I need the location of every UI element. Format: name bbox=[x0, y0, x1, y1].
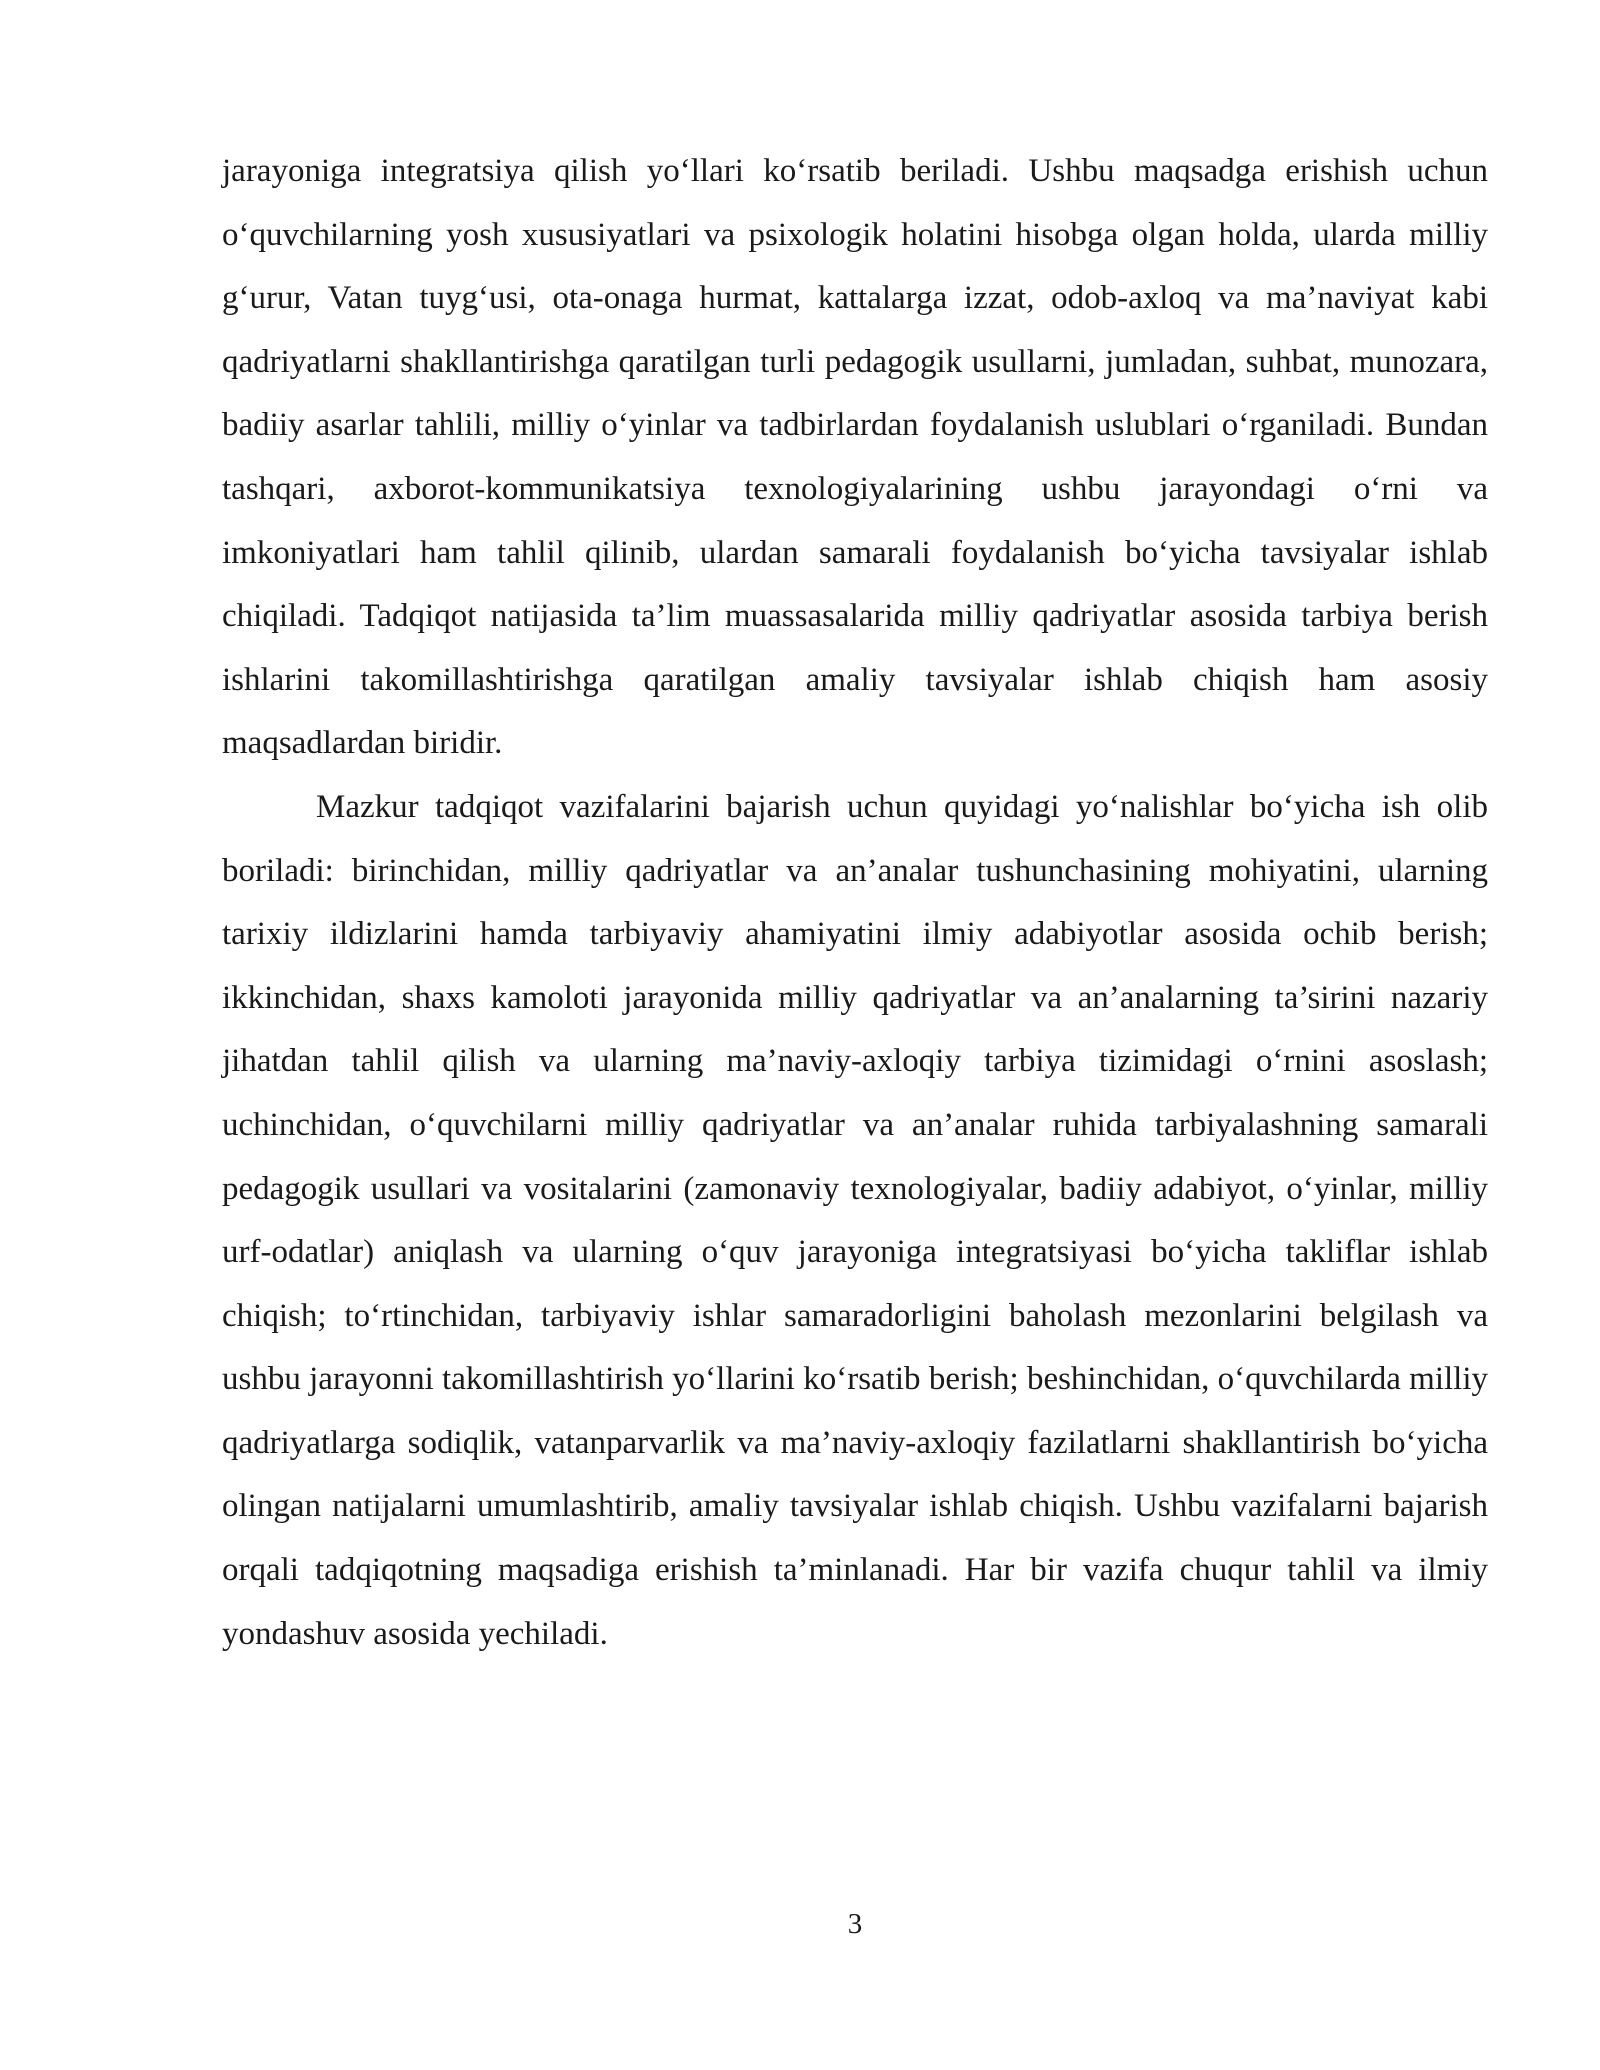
page-number: 3 bbox=[847, 1908, 863, 1940]
document-body bbox=[222, 140, 1488, 1666]
paragraph-continuation: jarayoniga integratsiya qilish yo‘llari ko‘rsatib beriladi. Ushbu maqsadga erishish uchun o‘quvchilarning yosh xususiyatlari va psixologik holatini hisobga olgan holda, ularda milliy g‘urur, Vatan tuyg‘usi, ota-onaga hurmat, kattalarga izzat, odob-axloq va ma’naviyat kabi qadriyatlarni shakllantirishga qaratilgan turli pedagogik usullarni, jumladan, suhbat, munozara, badiiy asarlar tahlili, milliy o‘yinlar va tadbirlardan foydalanish uslublari o‘rganiladi. Bundan tashqari, axborot-kommunikatsiya texnologiyalarining ushbu jarayondagi o‘rni va imkoniyatlari ham tahlil qilinib, ulardan samarali foydalanish bo‘yicha tavsiyalar ishlab chiqiladi. Tadqiqot natijasida ta’lim muassasalarida milliy qadriyatlar asosida tarbiya berish ishlarini takomillashtirishga qaratilgan amaliy tavsiyalar ishlab chiqish ham asosiy maqsadlardan biridir. bbox=[222, 153, 1488, 762]
paragraph-research-tasks: Mazkur tadqiqot vazifalarini bajarish uchun quyidagi yo‘nalishlar bo‘yicha ish olib boriladi: birinchidan, milliy qadriyatlar va an’analar tushunchasining mohiyatini, ularning tarixiy ildizlarini hamda tarbiyaviy ahamiyatini ilmiy adabiyotlar asosida ochib berish; ikkinchidan, shaxs kamoloti jarayonida milliy qadriyatlar va an’analarning ta’sirini nazariy jihatdan tahlil qilish va ularning ma’naviy-axloqiy tarbiya tizimidagi o‘rnini asoslash; uchinchidan, o‘quvchilarni milliy qadriyatlar va an’analar ruhida tarbiyalashning samarali pedagogik usullari va vositalarini (zamonaviy texnologiyalar, badiiy adabiyot, o‘yinlar, milliy urf-odatlar) aniqlash va ularning o‘quv jarayoniga integratsiyasi bo‘yicha takliflar ishlab chiqish; to‘rtinchidan, tarbiyaviy ishlar samaradorligini baholash mezonlarini belgilash va ushbu jarayonni takomillashtirish yo‘llarini ko‘rsatib berish; beshinchidan, o‘quvchilarda milliy qadriyatlarga sodiqlik, vatanparvarlik va ma’naviy-axloqiy fazilatlarni shakllantirish bo‘yicha olingan natijalarni umumlashtirib, amaliy tavsiyalar ishlab chiqish. Ushbu vazifalarni bajarish orqali tadqiqotning maqsadiga erishish ta’minlanadi. Har bir vazifa chuqur tahlil va ilmiy yondashuv asosida yechiladi. bbox=[222, 788, 1488, 1652]
